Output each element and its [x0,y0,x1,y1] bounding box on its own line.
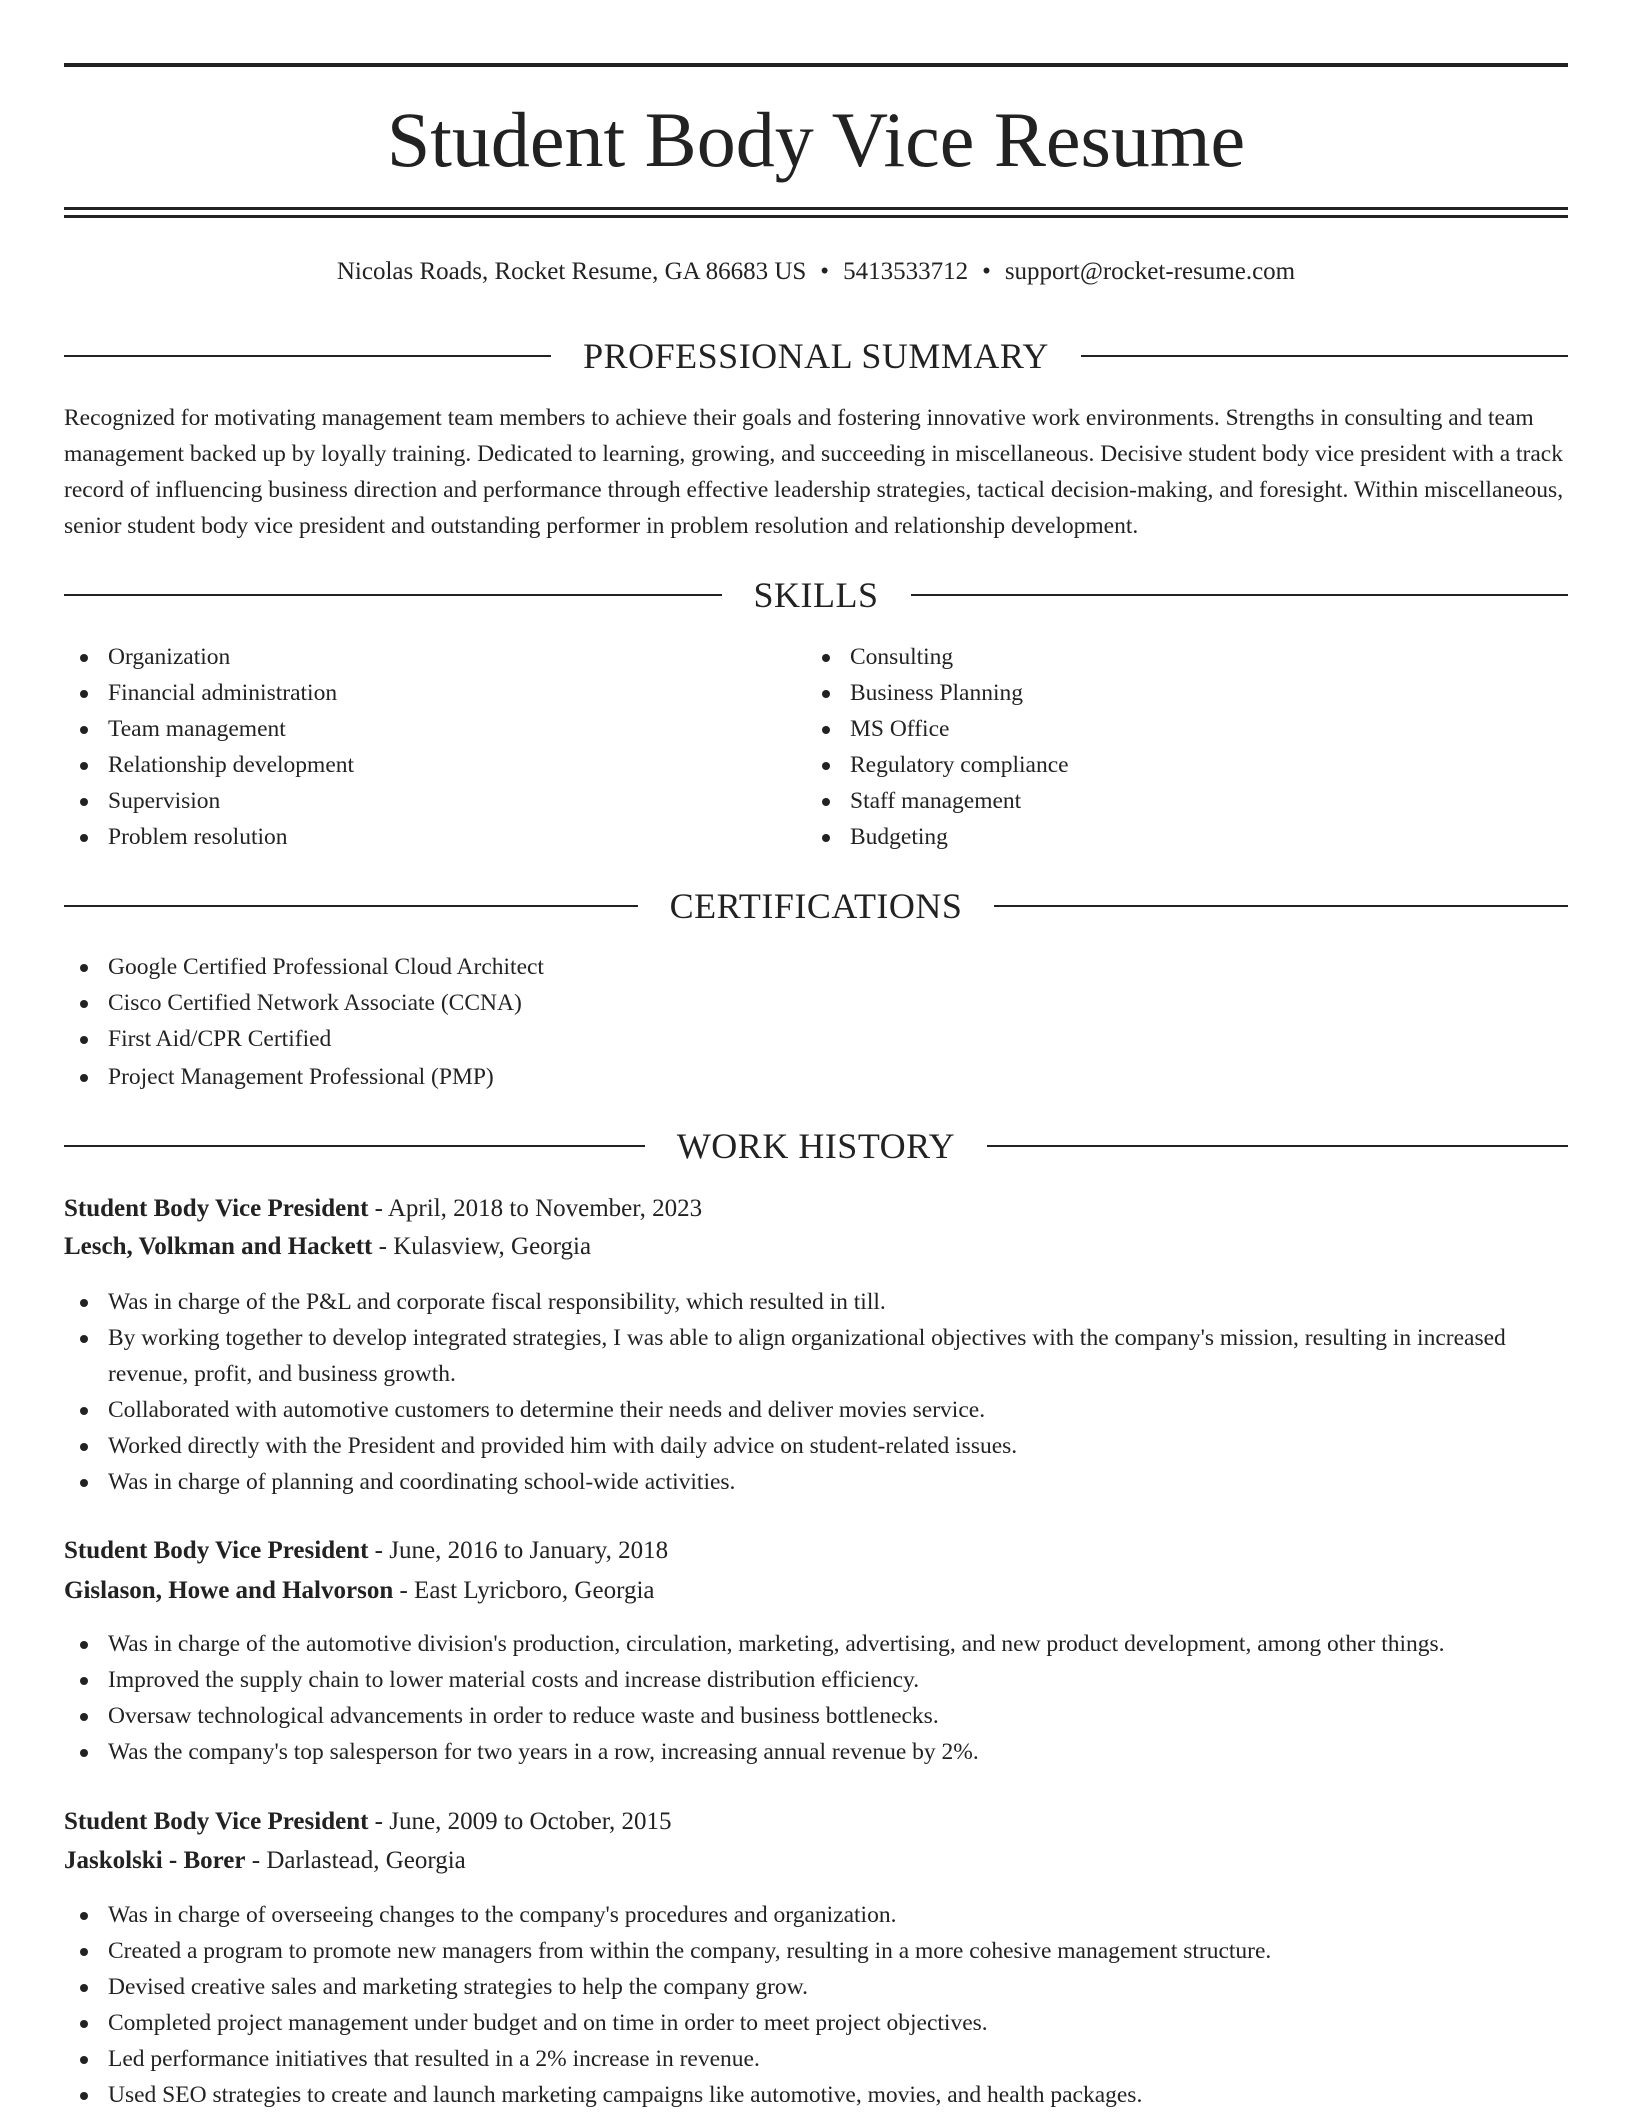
list-item: Google Certified Professional Cloud Architect [64,949,1568,985]
certifications-list [64,949,1568,1095]
job-location: - Darlastead, Georgia [245,1847,466,1874]
job-dates: - April, 2018 to November, 2023 [368,1195,703,1222]
contact-separator: • [820,258,830,285]
summary-text: Recognized for motivating management team members to achieve their goals and fostering innovative work environments. Strengths in consulting and team management backed up by loyally training. Dedicated to learning, growing, and succeeding in miscellaneous. Decisive student body vice president with a track record of influencing business direction and performance through effective leadership strategies, tactical decision-making, and foresight. Within miscellaneous, senior student body vice president and outstanding performer in problem resolution and relationship development. [64,405,1564,539]
list-item: Was in charge of planning and coordinating school-wide activities. [64,1464,1568,1500]
contact-address: Nicolas Roads, Rocket Resume, GA 86683 US [336,258,807,285]
job-title: Student Body Vice President [64,1808,369,1835]
list-item: Project Management Professional (PMP) [64,1059,1568,1095]
list-item: Supervision [64,783,764,819]
list-item: Devised creative sales and marketing strategies to help the company grow. [64,1969,1568,2005]
list-item: Was in charge of overseeing changes to the company's procedures and organization. [64,1897,1568,1933]
skills-list-left [64,639,764,855]
section-header-skills [64,573,1568,617]
contact-email: support@rocket-resume.com [1004,258,1296,285]
list-item: Budgeting [806,819,1506,855]
list-item: Led performance initiatives that resulted in a 2% increase in revenue. [64,2041,1568,2077]
list-item: Used SEO strategies to create and launch marketing campaigns like automotive, movies, and health packages. [64,2077,1568,2113]
section-header-summary [64,334,1568,378]
section-title-skills: SKILLS [753,575,879,615]
list-item: Collaborated with automotive customers to determine their needs and deliver movies service. [64,1392,1568,1428]
list-item: Improved the supply chain to lower material costs and increase distribution efficiency. [64,1662,1568,1698]
job-title: Student Body Vice President [64,1195,369,1222]
section-rule [987,1145,1568,1147]
job-company: Lesch, Volkman and Hackett [64,1233,373,1260]
job-bullets [64,1626,1568,1770]
contact-line [0,255,1632,289]
job-title-line [64,1804,1568,1840]
title-rule-upper [64,207,1568,210]
list-item: Relationship development [64,747,764,783]
job-location: - East Lyricboro, Georgia [393,1577,655,1604]
list-item: Financial administration [64,675,764,711]
list-item: Organization [64,639,764,675]
list-item: Was the company's top salesperson for two years in a row, increasing annual revenue by 2%. [64,1734,1568,1770]
section-header-certifications [64,884,1568,928]
list-item: Completed project management under budget and on time in order to meet project objectives. [64,2005,1568,2041]
list-item: Was in charge of the automotive division's production, circulation, marketing, advertising, and new product development, among other things. [64,1626,1568,1662]
section-rule [911,594,1569,596]
list-item: Business Planning [806,675,1506,711]
page-title: Student Body Vice Resume [386,96,1246,183]
section-title-certifications: CERTIFICATIONS [669,886,963,926]
section-rule [994,905,1568,907]
contact-separator: • [982,258,991,285]
job-bullets [64,1897,1568,2113]
section-title-summary: PROFESSIONAL SUMMARY [583,336,1049,376]
job-company: Gislason, Howe and Halvorson [64,1577,394,1604]
job-title-line [64,1533,1568,1569]
list-item: Problem resolution [64,819,764,855]
title-rule-lower [64,215,1568,218]
section-rule [64,1145,645,1147]
section-rule [1081,355,1568,357]
list-item: Staff management [806,783,1506,819]
job-company-line [64,1843,1568,1879]
section-rule [64,355,551,357]
section-rule [64,594,722,596]
section-rule [64,905,638,907]
list-item: Consulting [806,639,1506,675]
section-title-work: WORK HISTORY [676,1126,956,1166]
job-company-line [64,1229,1568,1265]
section-header-work [64,1124,1568,1168]
job-location: - Kulasview, Georgia [372,1233,592,1260]
job-company: Jaskolski - Borer [64,1847,246,1874]
job-title-line [64,1191,1568,1227]
top-rule [64,63,1568,67]
job-company-line [64,1573,1568,1609]
list-item: Worked directly with the President and provided him with daily advice on student-related issues. [64,1428,1568,1464]
list-item: By working together to develop integrated strategies, I was able to align organizational objectives with the company's mission, resulting in increased revenue, profit, and business growth. [64,1320,1568,1392]
job-bullets [64,1284,1568,1500]
job-dates: - June, 2016 to January, 2018 [368,1537,669,1564]
list-item: Regulatory compliance [806,747,1506,783]
list-item: First Aid/CPR Certified [64,1021,1568,1057]
list-item: Was in charge of the P&L and corporate fiscal responsibility, which resulted in till. [64,1284,1568,1320]
contact-phone: 5413533712 [843,258,969,285]
skills-list-right [806,639,1506,855]
list-item: Team management [64,711,764,747]
list-item: Created a program to promote new managers from within the company, resulting in a more cohesive management structure. [64,1933,1568,1969]
list-item: Cisco Certified Network Associate (CCNA) [64,985,1568,1021]
list-item: MS Office [806,711,1506,747]
job-title: Student Body Vice President [64,1537,369,1564]
job-dates: - June, 2009 to October, 2015 [368,1808,672,1835]
list-item: Oversaw technological advancements in order to reduce waste and business bottlenecks. [64,1698,1568,1734]
